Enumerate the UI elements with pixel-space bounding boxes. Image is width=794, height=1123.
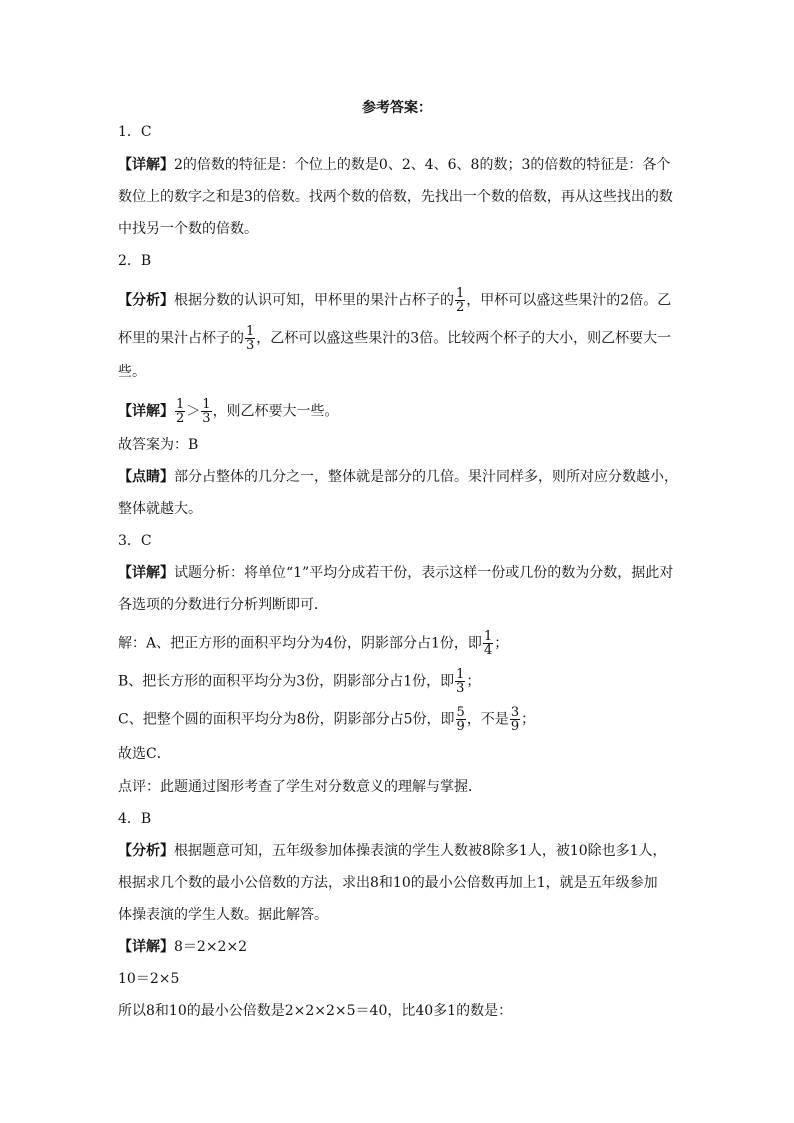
q2-answer: 故答案为：B	[118, 437, 199, 453]
q4-detail-line-2: 10＝2×5	[118, 971, 180, 987]
q2-analysis-text-2b: ，乙杯可以盛这些果汁的3倍。比较两个杯子的大小，则乙杯要大一	[256, 330, 672, 347]
q2-analysis-text-2a: 杯里的果汁占杯子的	[118, 330, 244, 347]
fraction-one-quarter: $\frac{1}{4}$	[483, 629, 493, 658]
q4-analysis-line-2: 根据求几个数的最小公倍数的方法，求出8和10的最小公倍数再加上1，就是五年级参加	[118, 875, 658, 891]
q4-analysis-line-3: 体操表演的学生人数。据此解答。	[118, 907, 328, 923]
analysis-tag: 【分析】	[118, 843, 174, 859]
q3-comment: 点评：此题通过图形考查了学生对分数意义的理解与掌握．	[118, 779, 482, 795]
q3-option-b	[118, 668, 688, 695]
q4-number: 4．B	[118, 811, 152, 827]
q3-detail-text-1: 试题分析：将单位“1”平均分成若干份，表示这样一份或几份的数为分数，据此对	[174, 565, 674, 581]
q3-detail-line-1	[118, 563, 688, 583]
detail-tag: 【详解】	[118, 403, 174, 420]
detail-tag: 【详解】	[118, 157, 174, 173]
fraction-one-third: $\frac{1}{3}$	[456, 667, 465, 696]
page-title: 参考答案：	[362, 100, 432, 116]
q1-detail-line-2: 数位上的数字之和是3的倍数。找两个数的倍数，先找出一个数的倍数，再从这些找出的数	[118, 189, 673, 205]
fraction-five-ninths: $\frac{5}{9}$	[456, 705, 465, 734]
q4-analysis-text-1: 根据题意可知，五年级参加体操表演的学生人数被8除多1人，被10除也多1人，	[174, 843, 667, 859]
semicolon: ；	[521, 711, 536, 728]
q3-option-c	[118, 706, 688, 733]
q1-detail-text-1: 2的倍数的特征是：个位上的数是0、2、4、6、8的数；3的倍数的特征是：各个	[174, 157, 671, 173]
q2-comment-line-2: 整体就越大。	[118, 501, 202, 517]
detail-tag: 【详解】	[118, 939, 174, 955]
q4-detail-text-1: 8＝2×2×2	[174, 939, 248, 955]
fraction-one-half: $\frac{1}{2}$	[456, 286, 465, 315]
semicolon: ；	[494, 635, 509, 652]
fraction-one-third: $\frac{1}{3}$	[202, 397, 211, 426]
q4-detail-line-1	[118, 937, 688, 957]
q1-detail-line-3: 中找另一个数的倍数。	[118, 221, 258, 237]
q3-option-b-text: B、把长方形的面积平均分为3份，阴影部分占1份，即	[118, 673, 455, 690]
q4-detail-line-3: 所以8和10的最小公倍数是2×2×2×5＝40，比40多1的数是：	[118, 1003, 513, 1019]
analysis-tag: 【分析】	[118, 292, 174, 309]
q2-detail-text: ，则乙杯要大一些。	[212, 403, 339, 420]
q2-analysis-line-1	[118, 287, 688, 314]
q3-number: 3．C	[118, 533, 152, 549]
q3-option-c-text: C、把整个圆的面积平均分为8份，阴影部分占5份，即	[118, 711, 455, 728]
comment-tag: 【点睛】	[118, 469, 174, 485]
q3-option-a	[118, 630, 688, 657]
q2-analysis-line-2	[118, 325, 688, 352]
q1-number: 1．C	[118, 124, 152, 140]
q2-analysis-line-3: 些。	[118, 364, 146, 380]
q2-comment-text-1: 部分占整体的几分之一，整体就是部分的几倍。果汁同样多，则所对应分数越小，	[174, 469, 678, 485]
q2-analysis-text-1a: 根据分数的认识可知，甲杯里的果汁占杯子的	[174, 292, 454, 309]
fraction-one-half: $\frac{1}{2}$	[176, 397, 185, 426]
q4-analysis-line-1	[118, 841, 688, 861]
q2-detail-line	[118, 398, 688, 425]
q1-detail-line-1	[118, 155, 688, 175]
q3-detail-line-2: 各选项的分数进行分析判断即可．	[118, 597, 328, 613]
q3-answer: 故选C．	[118, 746, 171, 762]
detail-tag: 【详解】	[118, 565, 174, 581]
semicolon: ；	[466, 673, 481, 690]
q2-comment-line-1	[118, 467, 688, 487]
q2-analysis-text-1b: ，甲杯可以盛这些果汁的2倍。乙	[466, 292, 672, 309]
fraction-one-third: $\frac{1}{3}$	[246, 324, 255, 353]
fraction-three-ninths: $\frac{3}{9}$	[510, 705, 520, 734]
q3-option-c-mid: ，不是	[466, 711, 509, 728]
q3-option-a-text: 解：A、把正方形的面积平均分为4份，阴影部分占1份，即	[118, 635, 482, 652]
greater-than-sign: ＞	[186, 403, 201, 420]
q2-number: 2．B	[118, 253, 152, 269]
